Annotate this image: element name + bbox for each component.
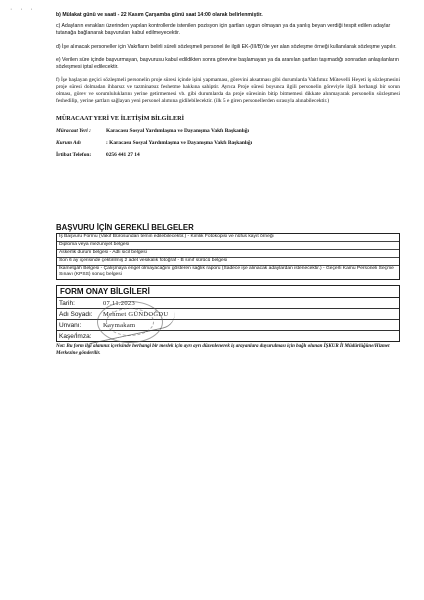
contact-place-label: Müracaat Yeri : xyxy=(56,127,91,134)
form-title-value: Kaymakam xyxy=(103,321,136,329)
document-page xyxy=(56,12,400,357)
contact-title: MÜRACAAT YERİ VE İLETİŞİM BİLGİLERİ xyxy=(56,114,185,122)
contact-inst-value: : Karacasu Sosyal Yardımlaşma ve Dayanışma Vakfı Başkanlığı xyxy=(106,139,253,146)
contact-inst-row xyxy=(56,140,400,146)
item-c: c) Adayların evrakları üzerinden yapılan kontrollerde istenilen pozisyon için şartları uygun olmayan ya da yanlış beyan verdiği tespit edilen adaylar tutanağa bağlanarak başvuruları kabul edilmeyecektir. xyxy=(56,23,391,37)
item-d: d) İşe alınacak personeller için Vakıfların belirli süreli sözleşmeli personel ile ilgili EK-(III/B)'de yer alan sözleşme örneği kullanılarak sözleşme yapılır. xyxy=(56,43,397,50)
item-b: b) Mülakat günü ve saati - 22 Kasım Çarşamba günü saat 14:00 olarak belirlenmiştir. xyxy=(56,12,263,18)
form-stamp-label: Kaşe/İmza: xyxy=(59,332,92,340)
item-f: f) İşe başlayan geçici sözleşmeli personelin proje süresi içinde işini yapmaması, görevini aksatması gibi durumlarda Vakfımız Mütevelli Heyeti iş sözleşmesini proje süresi dolmadan ihbarsız ve tazminatsız feshetme hakkına sahiptir. Ayrıca Proje süresi boyunca ilgili personelin göreviyle ilgili herhangi bir sorun olması, görev ve sorumluluklarını yerine getirmemesi vb. gibi durumlarda da proje süresinin bitip bitmemesi dikkate alınmayarak personelin sözleşmesi feshedilip, yerine şartları sağlayan yeni personel alımına gidilebilecektir. (ilk 5 e giren personellerden sırasıyla alınabilecektir.) xyxy=(56,77,400,104)
form-title: FORM ONAY BİLGİLERİ xyxy=(56,285,400,298)
contact-phone-label: İrtibat Telefon: xyxy=(56,151,92,158)
docs-line: Son 6 ay içerisinde çektirilmiş 2 adet vesikalık fotoğraf - B sınıf sürücü belgesi xyxy=(57,257,399,265)
item-e: e) Verilen süre içinde başvurmayan, başvurusu kabul edildikten sonra görevine başlamayan ya da aranılan şartları taşımadığı sonradan anlaşılanların sözleşmesi iptal edilecektir. xyxy=(56,56,399,71)
docs-line: Diploma veya mezuniyet belgesi xyxy=(57,241,399,249)
docs-line: İş Başvuru Formu (Vakıf Bürosundan temin edilebilecektir.) - Kimlik Fotokopisi ve nüfus kayıt örneği xyxy=(59,233,274,239)
form-name-value: Mehmet GÜNDOĞDU xyxy=(103,310,169,318)
form-date-value: 07.11.2023 xyxy=(103,299,136,307)
docs-list xyxy=(56,234,400,280)
docs-line: İkametgâh Belgesi - Çalışmaya engel olmayacağını gösteren sağlık raporu (Sadece işe alınacak adaylardan istenecektir.) - Geçerli Kamu Personeli Seçme Sınavı (KPSS) sonuç belgesi xyxy=(57,265,399,279)
scan-marks: · · · xyxy=(10,6,36,13)
contact-place-row xyxy=(56,128,400,134)
form-title-label: Unvanı: xyxy=(59,321,82,329)
contact-phone-value: 0256 441 27 14 xyxy=(106,151,140,158)
contact-place-value: Karacasu Sosyal Yardımlaşma ve Dayanışma Vakfı Başkanlığı xyxy=(106,127,249,134)
docs-line: Askerlik durum belgesi - Adli sicil belgesi xyxy=(57,249,399,257)
form-name-label: Adı Soyadı: xyxy=(59,310,93,318)
form-rows xyxy=(56,298,400,342)
form-date-label: Tarih: xyxy=(59,299,75,307)
contact-inst-label: Kurum Adı xyxy=(56,139,81,146)
footer-note: Not: Bu form ilgi alanınız içerisinde herhangi bir meslek için ayrı ayrı düzenlenerek iş arayanlara duyurulması için bağlı olunan İŞKUR İl Müdürlüğüne/Hizmet Merkezine gönderilir. xyxy=(56,344,390,356)
contact-phone-row xyxy=(56,152,400,158)
docs-title: BAŞVURU İÇİN GEREKLİ BELGELER xyxy=(56,222,400,234)
